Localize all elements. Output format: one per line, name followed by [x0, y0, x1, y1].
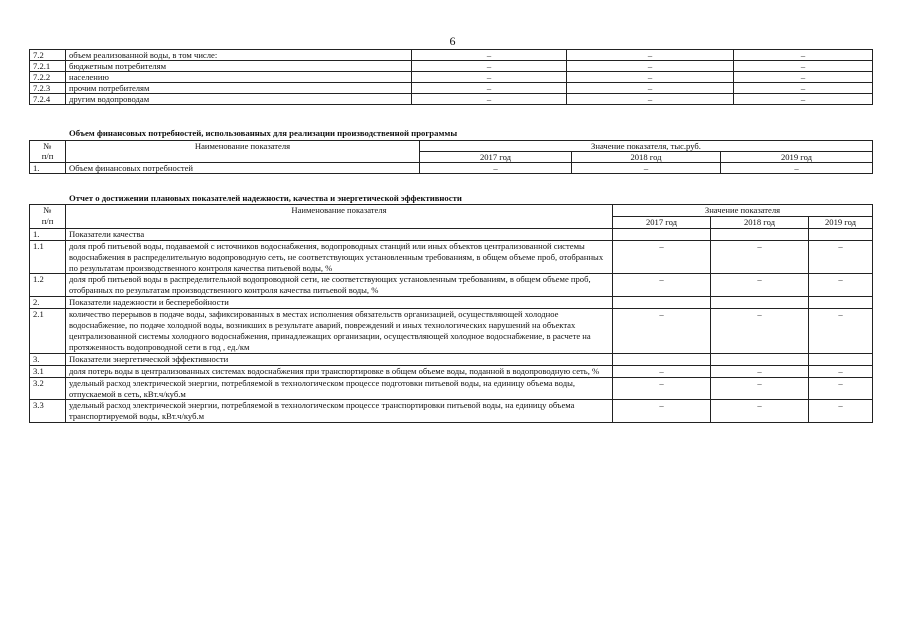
header-num-cell [30, 141, 66, 163]
table-row [30, 83, 873, 94]
value-2019: – [734, 72, 873, 83]
empty-cell [809, 228, 873, 240]
empty-cell [613, 228, 711, 240]
value-2017: – [420, 163, 572, 174]
value-2018: – [711, 400, 809, 423]
header-year-2017: 2017 год [420, 152, 572, 163]
value-2019: – [721, 163, 873, 174]
header-year-2017: 2017 год [613, 216, 711, 228]
row-name: объем реализованной воды, в том числе: [66, 50, 412, 61]
value-2019: – [734, 94, 873, 105]
row-name: другим водопроводам [66, 94, 412, 105]
empty-cell [711, 297, 809, 309]
value-2018: – [567, 72, 734, 83]
value-2018: – [711, 274, 809, 297]
table-row [30, 94, 873, 105]
row-name: удельный расход электрической энергии, потребляемой в технологическом процессе транспортировки питьевой воды, на единицу объема транспортируемой воды, кВт.ч/куб.м [66, 400, 613, 423]
value-2019: – [809, 309, 873, 354]
header-name: Наименование показателя [66, 205, 613, 229]
value-2017: – [613, 309, 711, 354]
row-name: доля потерь воды в централизованных системах водоснабжения при транспортировке в общем объеме воды, поданной в водопроводную сеть, % [66, 365, 613, 377]
row-number: 7.2.2 [30, 72, 66, 83]
table-row [30, 61, 873, 72]
row-name: доля проб питьевой воды в распределительной водопроводной сети, не соответствующих установленным требованиям, в общем объеме проб, отобранных по результатам производственного контроля качества питьевой воды, % [66, 274, 613, 297]
table-row [30, 365, 873, 377]
section-name: Показатели надежности и бесперебойности [66, 297, 613, 309]
row-number: 7.2 [30, 50, 66, 61]
empty-cell [809, 353, 873, 365]
row-name: населению [66, 72, 412, 83]
table-row [30, 274, 873, 297]
value-2018: – [711, 309, 809, 354]
table-row [30, 400, 873, 423]
row-name: бюджетным потребителям [66, 61, 412, 72]
value-2017: – [412, 50, 567, 61]
section-number: 1. [30, 228, 66, 240]
header-name: Наименование показателя [66, 141, 420, 163]
row-name: прочим потребителям [66, 83, 412, 94]
table-row [30, 72, 873, 83]
value-2019: – [809, 365, 873, 377]
indicators-table [29, 204, 873, 423]
section-row [30, 353, 873, 365]
value-2018: – [567, 50, 734, 61]
row-number: 1.2 [30, 274, 66, 297]
header-num: № [43, 141, 52, 151]
row-name: удельный расход электрической энергии, потребляемой в технологическом процессе подготовки питьевой воды, на единицу объема воды, отпускаемой в сеть, кВт.ч/куб.м [66, 377, 613, 400]
value-2017: – [613, 365, 711, 377]
empty-cell [809, 297, 873, 309]
header-num-sub: п/п [41, 151, 54, 161]
financial-needs-table [29, 140, 873, 174]
row-name: доля проб питьевой воды, подаваемой с источников водоснабжения, водопроводных станций или иных объектов централизованной системы водоснабжения в распределительную водопроводную сеть, не соответствующих установленным требованиям, в общем объеме проб, отобранных по результатам производственного контроля качества питьевой воды, % [66, 240, 613, 274]
row-number: 3.2 [30, 377, 66, 400]
row-name: Объем финансовых потребностей [66, 163, 420, 174]
header-row [30, 141, 873, 152]
header-num: № [43, 205, 52, 215]
row-number: 3.3 [30, 400, 66, 423]
header-year-2019: 2019 год [809, 216, 873, 228]
header-year-2018: 2018 год [711, 216, 809, 228]
table-row [30, 309, 873, 354]
header-num-cell [30, 205, 66, 229]
value-2017: – [613, 240, 711, 274]
value-2018: – [711, 240, 809, 274]
value-2019: – [734, 50, 873, 61]
row-number: 7.2.1 [30, 61, 66, 72]
row-name: количество перерывов в подаче воды, зафиксированных в местах исполнения обязательств организацией, осуществляющей холодное водоснабжение, по подаче холодной воды, возникших в результате аварий, повреждений и иных технологических нарушений на объектах централизованной системы холодного водоснабжения, принадлежащих организации, осуществляющей холодное водоснабжение, в расчете на протяженность водопроводной сети в год , ед./км [66, 309, 613, 354]
page-number: 6 [449, 34, 456, 48]
row-number: 1.1 [30, 240, 66, 274]
empty-cell [613, 297, 711, 309]
section-row [30, 228, 873, 240]
empty-cell [613, 353, 711, 365]
value-2017: – [613, 274, 711, 297]
water-sales-table [29, 49, 873, 105]
section-number: 2. [30, 297, 66, 309]
header-value: Значение показателя, тыс.руб. [420, 141, 873, 152]
header-num-sub: п/п [41, 215, 54, 226]
section-row [30, 297, 873, 309]
header-year-2019: 2019 год [721, 152, 873, 163]
value-2017: – [412, 83, 567, 94]
value-2018: – [572, 163, 721, 174]
value-2017: – [613, 400, 711, 423]
value-2018: – [567, 83, 734, 94]
row-number: 7.2.3 [30, 83, 66, 94]
header-value: Значение показателя [613, 205, 873, 217]
value-2018: – [567, 61, 734, 72]
row-number: 3.1 [30, 365, 66, 377]
value-2019: – [809, 274, 873, 297]
header-year-2018: 2018 год [572, 152, 721, 163]
section-number: 3. [30, 353, 66, 365]
section-name: Показатели качества [66, 228, 613, 240]
value-2019: – [734, 83, 873, 94]
empty-cell [711, 353, 809, 365]
value-2017: – [412, 72, 567, 83]
indicators-caption: Отчет о достижении плановых показателей надежности, качества и энергетической эффективности [69, 193, 462, 203]
section-name: Показатели энергетической эффективности [66, 353, 613, 365]
value-2019: – [809, 240, 873, 274]
value-2018: – [711, 365, 809, 377]
header-row [30, 205, 873, 217]
value-2017: – [613, 377, 711, 400]
value-2018: – [567, 94, 734, 105]
row-number: 1. [30, 163, 66, 174]
row-number: 7.2.4 [30, 94, 66, 105]
empty-cell [711, 228, 809, 240]
value-2017: – [412, 61, 567, 72]
financial-needs-caption: Объем финансовых потребностей, использованных для реализации производственной программы [69, 128, 458, 138]
table-row [30, 163, 873, 174]
value-2019: – [809, 400, 873, 423]
value-2018: – [711, 377, 809, 400]
table-row [30, 240, 873, 274]
row-number: 2.1 [30, 309, 66, 354]
table-row [30, 377, 873, 400]
value-2019: – [809, 377, 873, 400]
value-2017: – [412, 94, 567, 105]
table-row [30, 50, 873, 61]
value-2019: – [734, 61, 873, 72]
